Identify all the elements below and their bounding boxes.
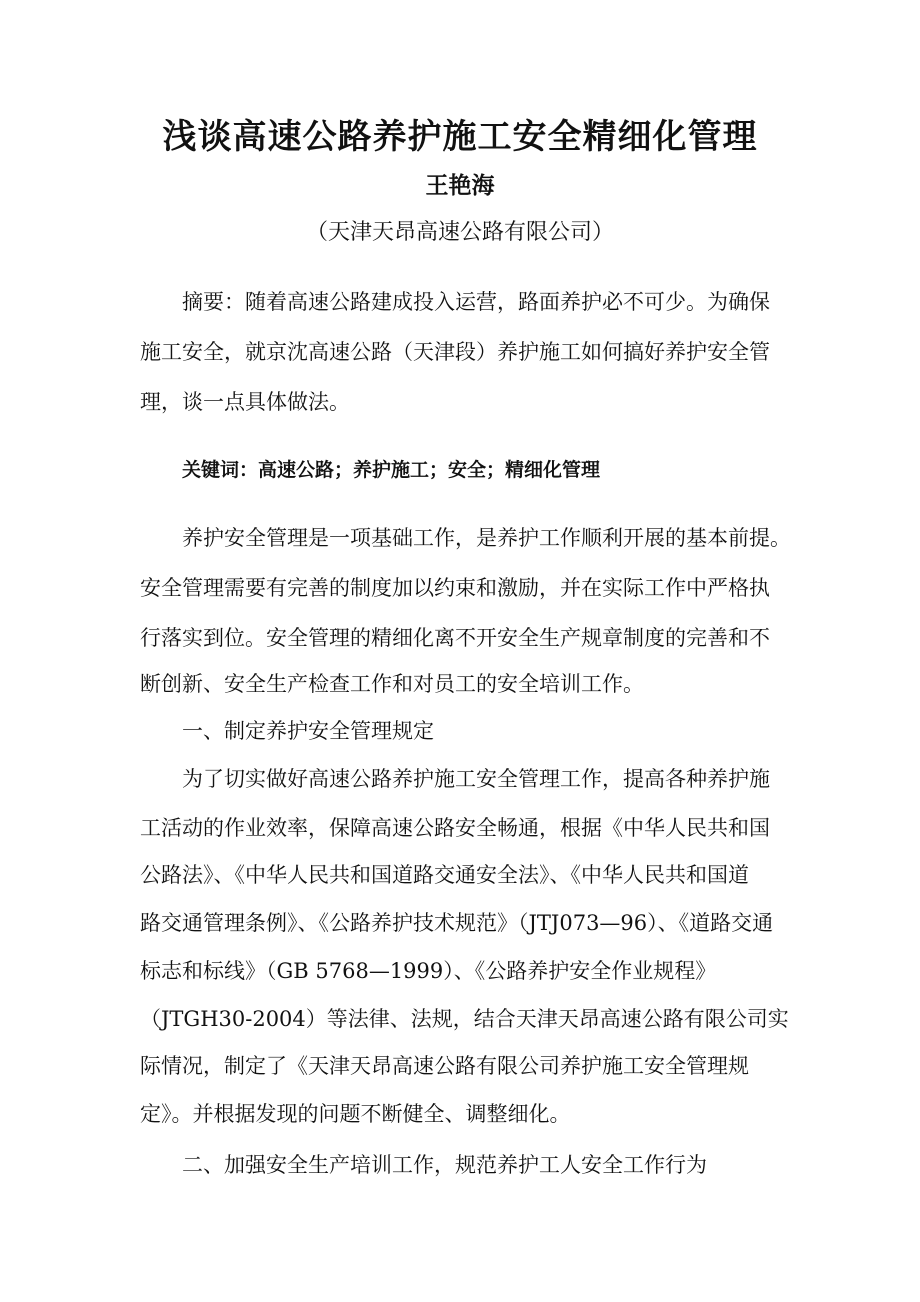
author-affiliation: （天津天昂高速公路有限公司） (305, 220, 614, 245)
body-line: 路交通管理条例》、《公路养护技术规范》（JTJ073—96）、《道路交通 (140, 911, 774, 935)
body-line: 工活动的作业效率，保障高速公路安全畅通，根据《中华人民共和国 (140, 816, 770, 840)
body-line: 标志和标线》（GB 5768—1999）、《公路养护安全作业规程》 (140, 959, 717, 983)
abstract-line: 理，谈一点具体做法。 (140, 390, 350, 414)
intro-line: 行落实到位。安全管理的精细化离不开安全生产规章制度的完善和不 (140, 626, 770, 650)
keywords-line: 关键词：高速公路；养护施工；安全；精细化管理 (182, 459, 601, 481)
document-title: 浅谈高速公路养护施工安全精细化管理 (162, 117, 758, 157)
body-line: 公路法》、《中华人民共和国道路交通安全法》、《中华人民共和国道 (140, 863, 749, 887)
section-heading: 一、制定养护安全管理规定 (182, 719, 434, 743)
intro-line: 养护安全管理是一项基础工作，是养护工作顺利开展的基本前提。 (182, 526, 791, 550)
abstract-line: 摘要：随着高速公路建成投入运营，路面养护必不可少。为确保 (182, 290, 770, 314)
body-line: 为了切实做好高速公路养护施工安全管理工作，提高各种养护施 (182, 767, 770, 791)
body-line: （JTGH30-2004）等法律、法规，结合天津天昂高速公路有限公司实 (140, 1007, 789, 1031)
body-line: 际情况，制定了《天津天昂高速公路有限公司养护施工安全管理规 (140, 1054, 749, 1078)
intro-line: 安全管理需要有完善的制度加以约束和激励，并在实际工作中严格执 (140, 576, 770, 600)
intro-line: 断创新、安全生产检查工作和对员工的安全培训工作。 (140, 672, 644, 696)
section-heading: 二、加强安全生产培训工作，规范养护工人安全工作行为 (182, 1153, 707, 1177)
abstract-line: 施工安全，就京沈高速公路（天津段）养护施工如何搞好养护安全管 (140, 340, 770, 364)
author-name: 王艳海 (425, 173, 495, 199)
body-line: 定》。并根据发现的问题不断健全、调整细化。 (140, 1102, 571, 1126)
